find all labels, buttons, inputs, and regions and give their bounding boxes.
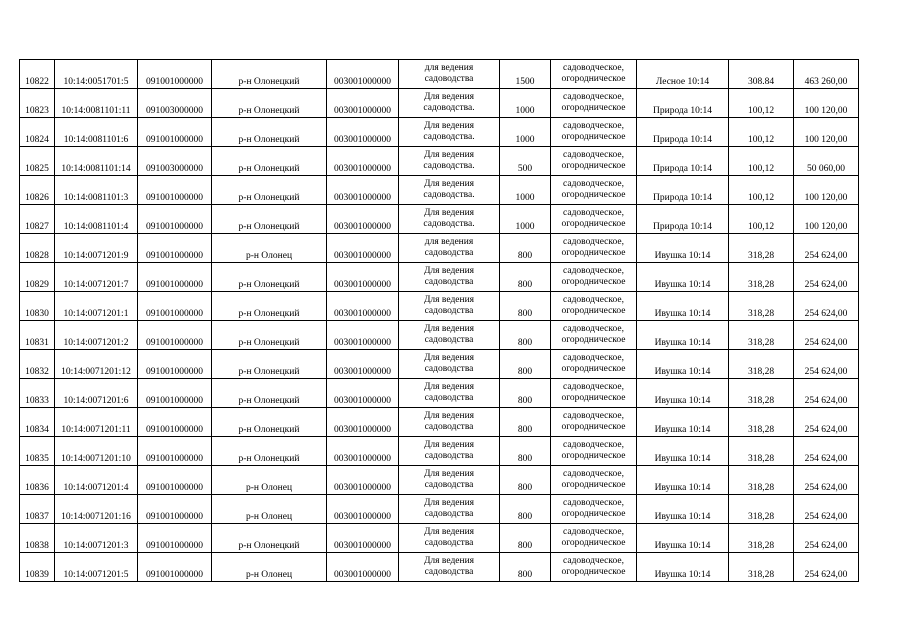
cell-cadastral-number: 10:14:0071201:16 (55, 495, 138, 524)
cell-location: Лесное 10:14 (637, 60, 729, 89)
cell-cadastral-value: 254 624,00 (794, 234, 859, 263)
cell-cadastral-number: 10:14:0071201:4 (55, 466, 138, 495)
cell-cadastral-value: 254 624,00 (794, 524, 859, 553)
cell-unit-price: 100,12 (729, 205, 794, 234)
cell-unit-price: 318,28 (729, 379, 794, 408)
cell-location: Ивушка 10:14 (637, 379, 729, 408)
cell-cadastral-number: 10:14:0071201:11 (55, 408, 138, 437)
cell-cadastral-number: 10:14:0071201:5 (55, 553, 138, 582)
land-category-line-2: огородническое (561, 422, 626, 432)
land-category-line-2: огородническое (561, 277, 626, 287)
cell-land-category (551, 89, 637, 118)
cell-cadastral-value: 100 120,00 (794, 118, 859, 147)
permitted-use-line-2: садоводства (424, 451, 474, 461)
permitted-use-line-2: садоводства (424, 306, 474, 316)
permitted-use-line-1: Для ведения (423, 92, 475, 102)
cell-oktmo-code: 003001000000 (327, 292, 399, 321)
cell-okato-code: 091001000000 (138, 263, 212, 292)
cell-area: 800 (500, 321, 551, 350)
cell-unit-price: 318,28 (729, 437, 794, 466)
cell-oktmo-code: 003001000000 (327, 176, 399, 205)
land-category-line-1: садоводческое, (563, 469, 624, 479)
cell-unit-price: 318,28 (729, 553, 794, 582)
cell-row-number: 10828 (20, 234, 55, 263)
cell-land-category (551, 321, 637, 350)
cell-district: р-н Олонецкий (212, 89, 327, 118)
cell-area: 500 (500, 147, 551, 176)
table-row (20, 263, 859, 292)
cell-oktmo-code: 003001000000 (327, 89, 399, 118)
permitted-use-line-1: Для ведения (423, 382, 475, 392)
cell-row-number: 10833 (20, 379, 55, 408)
permitted-use-line-1: Для ведения (423, 556, 475, 566)
cell-location: Ивушка 10:14 (637, 234, 729, 263)
cell-cadastral-value: 100 120,00 (794, 89, 859, 118)
cell-location: Природа 10:14 (637, 89, 729, 118)
table-row (20, 147, 859, 176)
permitted-use-line-2: садоводства. (423, 190, 475, 200)
cell-cadastral-number: 10:14:0081101:11 (55, 89, 138, 118)
cell-permitted-use (399, 89, 500, 118)
cell-district: р-н Олонецкий (212, 408, 327, 437)
cell-okato-code: 091001000000 (138, 466, 212, 495)
cell-unit-price: 318,28 (729, 292, 794, 321)
cell-land-category (551, 379, 637, 408)
cell-cadastral-value: 254 624,00 (794, 379, 859, 408)
cell-area: 800 (500, 234, 551, 263)
cell-row-number: 10837 (20, 495, 55, 524)
table-row (20, 553, 859, 582)
cell-okato-code: 091001000000 (138, 524, 212, 553)
cell-location: Природа 10:14 (637, 176, 729, 205)
cell-district: р-н Олонец (212, 466, 327, 495)
cell-location: Природа 10:14 (637, 205, 729, 234)
table-row (20, 60, 859, 89)
cell-permitted-use (399, 263, 500, 292)
cell-location: Ивушка 10:14 (637, 466, 729, 495)
cell-district: р-н Олонецкий (212, 176, 327, 205)
cell-location: Ивушка 10:14 (637, 321, 729, 350)
cell-permitted-use (399, 292, 500, 321)
cell-permitted-use (399, 553, 500, 582)
cell-cadastral-number: 10:14:0071201:3 (55, 524, 138, 553)
cell-okato-code: 091001000000 (138, 292, 212, 321)
cell-okato-code: 091003000000 (138, 89, 212, 118)
cell-okato-code: 091001000000 (138, 118, 212, 147)
cell-okato-code: 091001000000 (138, 553, 212, 582)
cell-land-category (551, 350, 637, 379)
cell-district: р-н Олонецкий (212, 379, 327, 408)
land-category-line-2: огородническое (561, 219, 626, 229)
cell-cadastral-value: 100 120,00 (794, 176, 859, 205)
cell-district: р-н Олонецкий (212, 524, 327, 553)
land-category-line-2: огородническое (561, 364, 626, 374)
cell-permitted-use (399, 408, 500, 437)
land-category-line-2: огородническое (561, 132, 626, 142)
cell-permitted-use (399, 60, 500, 89)
cell-land-category (551, 234, 637, 263)
cell-cadastral-value: 254 624,00 (794, 292, 859, 321)
cell-unit-price: 318,28 (729, 524, 794, 553)
permitted-use-line-1: Для ведения (423, 527, 475, 537)
cell-cadastral-value: 463 260,00 (794, 60, 859, 89)
land-category-line-1: садоводческое, (563, 121, 624, 131)
land-category-line-1: садоводческое, (563, 237, 624, 247)
permitted-use-line-1: Для ведения (423, 440, 475, 450)
cell-cadastral-value: 100 120,00 (794, 205, 859, 234)
land-category-line-2: огородническое (561, 161, 626, 171)
cell-area: 800 (500, 350, 551, 379)
cell-okato-code: 091001000000 (138, 176, 212, 205)
cell-cadastral-number: 10:14:0081101:4 (55, 205, 138, 234)
land-category-line-2: огородническое (561, 306, 626, 316)
cell-row-number: 10829 (20, 263, 55, 292)
cell-location: Ивушка 10:14 (637, 263, 729, 292)
land-category-line-1: садоводческое, (563, 266, 624, 276)
cell-permitted-use (399, 176, 500, 205)
cell-land-category (551, 205, 637, 234)
cell-oktmo-code: 003001000000 (327, 60, 399, 89)
permitted-use-line-1: Для ведения (423, 324, 475, 334)
cell-unit-price: 318,28 (729, 234, 794, 263)
cell-area: 800 (500, 292, 551, 321)
table-row (20, 466, 859, 495)
land-category-line-1: садоводческое, (563, 527, 624, 537)
cell-area: 1500 (500, 60, 551, 89)
cell-okato-code: 091001000000 (138, 234, 212, 263)
permitted-use-line-1: Для ведения (423, 353, 475, 363)
cell-location: Природа 10:14 (637, 118, 729, 147)
permitted-use-line-1: Для ведения (423, 121, 475, 131)
land-category-line-1: садоводческое, (563, 498, 624, 508)
cell-location: Природа 10:14 (637, 147, 729, 176)
cell-oktmo-code: 003001000000 (327, 234, 399, 263)
land-category-line-1: садоводческое, (563, 150, 624, 160)
cell-cadastral-value: 254 624,00 (794, 408, 859, 437)
table-row (20, 321, 859, 350)
table-row (20, 437, 859, 466)
cell-permitted-use (399, 147, 500, 176)
cell-location: Ивушка 10:14 (637, 437, 729, 466)
table-row (20, 176, 859, 205)
cell-district: р-н Олонецкий (212, 263, 327, 292)
cell-cadastral-value: 254 624,00 (794, 495, 859, 524)
cell-area: 800 (500, 524, 551, 553)
permitted-use-line-2: садоводства (424, 74, 474, 84)
cell-land-category (551, 263, 637, 292)
land-category-line-2: огородническое (561, 567, 626, 577)
land-category-line-2: огородническое (561, 480, 626, 490)
cell-area: 800 (500, 379, 551, 408)
cell-row-number: 10823 (20, 89, 55, 118)
cell-okato-code: 091003000000 (138, 147, 212, 176)
cell-permitted-use (399, 524, 500, 553)
cell-cadastral-number: 10:14:0071201:1 (55, 292, 138, 321)
land-category-line-1: садоводческое, (563, 63, 624, 73)
cell-permitted-use (399, 205, 500, 234)
cell-row-number: 10825 (20, 147, 55, 176)
cell-oktmo-code: 003001000000 (327, 263, 399, 292)
permitted-use-line-2: садоводства (424, 248, 474, 258)
cell-oktmo-code: 003001000000 (327, 437, 399, 466)
cell-row-number: 10836 (20, 466, 55, 495)
cell-cadastral-number: 10:14:0081101:14 (55, 147, 138, 176)
cell-land-category (551, 176, 637, 205)
permitted-use-line-2: садоводства. (423, 161, 475, 171)
cell-okato-code: 091001000000 (138, 60, 212, 89)
table-row (20, 205, 859, 234)
cell-permitted-use (399, 495, 500, 524)
table-row (20, 292, 859, 321)
cell-okato-code: 091001000000 (138, 350, 212, 379)
permitted-use-line-1: для ведения (424, 237, 474, 247)
cell-oktmo-code: 003001000000 (327, 495, 399, 524)
cell-okato-code: 091001000000 (138, 379, 212, 408)
cell-row-number: 10834 (20, 408, 55, 437)
land-category-line-1: садоводческое, (563, 440, 624, 450)
cell-land-category (551, 147, 637, 176)
cell-unit-price: 318,28 (729, 321, 794, 350)
cell-cadastral-value: 254 624,00 (794, 350, 859, 379)
cell-oktmo-code: 003001000000 (327, 524, 399, 553)
cell-cadastral-value: 254 624,00 (794, 321, 859, 350)
land-category-line-1: садоводческое, (563, 382, 624, 392)
cell-unit-price: 318,28 (729, 408, 794, 437)
permitted-use-line-1: для ведения (424, 63, 474, 73)
cell-area: 800 (500, 437, 551, 466)
land-category-line-1: садоводческое, (563, 295, 624, 305)
cell-area: 800 (500, 466, 551, 495)
land-category-line-1: садоводческое, (563, 411, 624, 421)
cell-unit-price: 100,12 (729, 89, 794, 118)
land-category-line-2: огородническое (561, 103, 626, 113)
cell-area: 800 (500, 553, 551, 582)
cell-row-number: 10839 (20, 553, 55, 582)
cell-row-number: 10824 (20, 118, 55, 147)
cell-location: Ивушка 10:14 (637, 292, 729, 321)
cell-unit-price: 100,12 (729, 176, 794, 205)
cell-district: р-н Олонец (212, 234, 327, 263)
cell-land-category (551, 466, 637, 495)
cell-permitted-use (399, 118, 500, 147)
cell-unit-price: 100,12 (729, 118, 794, 147)
cell-oktmo-code: 003001000000 (327, 379, 399, 408)
cell-unit-price: 318,28 (729, 350, 794, 379)
permitted-use-line-1: Для ведения (423, 295, 475, 305)
cell-area: 1000 (500, 118, 551, 147)
cell-district: р-н Олонец (212, 495, 327, 524)
cell-cadastral-value: 254 624,00 (794, 553, 859, 582)
land-category-line-2: огородническое (561, 538, 626, 548)
permitted-use-line-2: садоводства (424, 422, 474, 432)
cell-location: Ивушка 10:14 (637, 408, 729, 437)
land-category-line-1: садоводческое, (563, 556, 624, 566)
cell-land-category (551, 524, 637, 553)
cell-permitted-use (399, 466, 500, 495)
permitted-use-line-2: садоводства (424, 364, 474, 374)
land-category-line-2: огородническое (561, 393, 626, 403)
cell-row-number: 10827 (20, 205, 55, 234)
cell-permitted-use (399, 321, 500, 350)
land-category-line-1: садоводческое, (563, 324, 624, 334)
cell-row-number: 10838 (20, 524, 55, 553)
cell-cadastral-value: 254 624,00 (794, 263, 859, 292)
cell-land-category (551, 437, 637, 466)
cell-district: р-н Олонецкий (212, 437, 327, 466)
cell-row-number: 10830 (20, 292, 55, 321)
land-category-line-1: садоводческое, (563, 92, 624, 102)
cell-okato-code: 091001000000 (138, 205, 212, 234)
land-category-line-2: огородническое (561, 451, 626, 461)
cell-district: р-н Олонецкий (212, 321, 327, 350)
permitted-use-line-1: Для ведения (423, 150, 475, 160)
land-category-line-1: садоводческое, (563, 179, 624, 189)
cell-location: Ивушка 10:14 (637, 495, 729, 524)
cell-row-number: 10835 (20, 437, 55, 466)
cell-location: Ивушка 10:14 (637, 524, 729, 553)
permitted-use-line-1: Для ведения (423, 179, 475, 189)
permitted-use-line-2: садоводства (424, 480, 474, 490)
cell-land-category (551, 495, 637, 524)
cell-unit-price: 100,12 (729, 147, 794, 176)
cell-unit-price: 318,28 (729, 495, 794, 524)
cell-oktmo-code: 003001000000 (327, 205, 399, 234)
cell-oktmo-code: 003001000000 (327, 466, 399, 495)
permitted-use-line-2: садоводства (424, 277, 474, 287)
table-body (20, 60, 859, 582)
land-plots-table (19, 59, 859, 582)
table-row (20, 234, 859, 263)
table-row (20, 408, 859, 437)
cell-district: р-н Олонецкий (212, 118, 327, 147)
cell-cadastral-number: 10:14:0071201:9 (55, 234, 138, 263)
cell-okato-code: 091001000000 (138, 321, 212, 350)
cell-area: 1000 (500, 89, 551, 118)
cell-okato-code: 091001000000 (138, 495, 212, 524)
permitted-use-line-2: садоводства. (423, 219, 475, 229)
permitted-use-line-1: Для ведения (423, 266, 475, 276)
cell-area: 1000 (500, 205, 551, 234)
cell-oktmo-code: 003001000000 (327, 147, 399, 176)
permitted-use-line-2: садоводства (424, 538, 474, 548)
cell-cadastral-number: 10:14:0071201:10 (55, 437, 138, 466)
permitted-use-line-1: Для ведения (423, 498, 475, 508)
cell-cadastral-number: 10:14:0071201:6 (55, 379, 138, 408)
table-row (20, 118, 859, 147)
cell-permitted-use (399, 350, 500, 379)
cell-cadastral-value: 254 624,00 (794, 466, 859, 495)
cell-location: Ивушка 10:14 (637, 350, 729, 379)
cell-okato-code: 091001000000 (138, 408, 212, 437)
cell-row-number: 10826 (20, 176, 55, 205)
cell-district: р-н Олонецкий (212, 205, 327, 234)
cell-cadastral-number: 10:14:0071201:2 (55, 321, 138, 350)
table-row (20, 379, 859, 408)
table-row (20, 524, 859, 553)
permitted-use-line-2: садоводства (424, 335, 474, 345)
cell-district: р-н Олонецкий (212, 292, 327, 321)
cell-okato-code: 091001000000 (138, 437, 212, 466)
cell-district: р-н Олонецкий (212, 147, 327, 176)
cell-district: р-н Олонецкий (212, 350, 327, 379)
cell-area: 800 (500, 495, 551, 524)
permitted-use-line-2: садоводства (424, 509, 474, 519)
land-category-line-1: садоводческое, (563, 353, 624, 363)
cell-row-number: 10822 (20, 60, 55, 89)
table-row (20, 350, 859, 379)
land-category-line-2: огородническое (561, 74, 626, 84)
cell-permitted-use (399, 234, 500, 263)
permitted-use-line-2: садоводства. (423, 132, 475, 142)
permitted-use-line-2: садоводства (424, 393, 474, 403)
cell-district: р-н Олонецкий (212, 60, 327, 89)
cell-cadastral-value: 50 060,00 (794, 147, 859, 176)
cell-cadastral-number: 10:14:0071201:7 (55, 263, 138, 292)
cell-district: р-н Олонец (212, 553, 327, 582)
land-category-line-1: садоводческое, (563, 208, 624, 218)
permitted-use-line-2: садоводства. (423, 103, 475, 113)
cell-cadastral-number: 10:14:0081101:3 (55, 176, 138, 205)
land-category-line-2: огородническое (561, 248, 626, 258)
cell-oktmo-code: 003001000000 (327, 118, 399, 147)
cell-land-category (551, 408, 637, 437)
cell-unit-price: 318,28 (729, 263, 794, 292)
cell-oktmo-code: 003001000000 (327, 321, 399, 350)
permitted-use-line-1: Для ведения (423, 411, 475, 421)
cell-cadastral-number: 10:14:0071201:12 (55, 350, 138, 379)
cell-permitted-use (399, 437, 500, 466)
cell-cadastral-number: 10:14:0051701:5 (55, 60, 138, 89)
cell-oktmo-code: 003001000000 (327, 350, 399, 379)
cell-area: 800 (500, 263, 551, 292)
cell-unit-price: 318,28 (729, 466, 794, 495)
permitted-use-line-1: Для ведения (423, 469, 475, 479)
cell-oktmo-code: 003001000000 (327, 408, 399, 437)
cell-cadastral-value: 254 624,00 (794, 437, 859, 466)
cell-land-category (551, 292, 637, 321)
cell-land-category (551, 118, 637, 147)
cell-row-number: 10831 (20, 321, 55, 350)
permitted-use-line-2: садоводства (424, 567, 474, 577)
land-category-line-2: огородническое (561, 335, 626, 345)
cell-unit-price: 308.84 (729, 60, 794, 89)
permitted-use-line-1: Для ведения (423, 208, 475, 218)
cell-oktmo-code: 003001000000 (327, 553, 399, 582)
table-row (20, 89, 859, 118)
cell-land-category (551, 553, 637, 582)
cell-permitted-use (399, 379, 500, 408)
cell-cadastral-number: 10:14:0081101:6 (55, 118, 138, 147)
cell-area: 1000 (500, 176, 551, 205)
cell-location: Ивушка 10:14 (637, 553, 729, 582)
cell-row-number: 10832 (20, 350, 55, 379)
cell-area: 800 (500, 408, 551, 437)
land-category-line-2: огородническое (561, 190, 626, 200)
table-row (20, 495, 859, 524)
cell-land-category (551, 60, 637, 89)
land-category-line-2: огородническое (561, 509, 626, 519)
